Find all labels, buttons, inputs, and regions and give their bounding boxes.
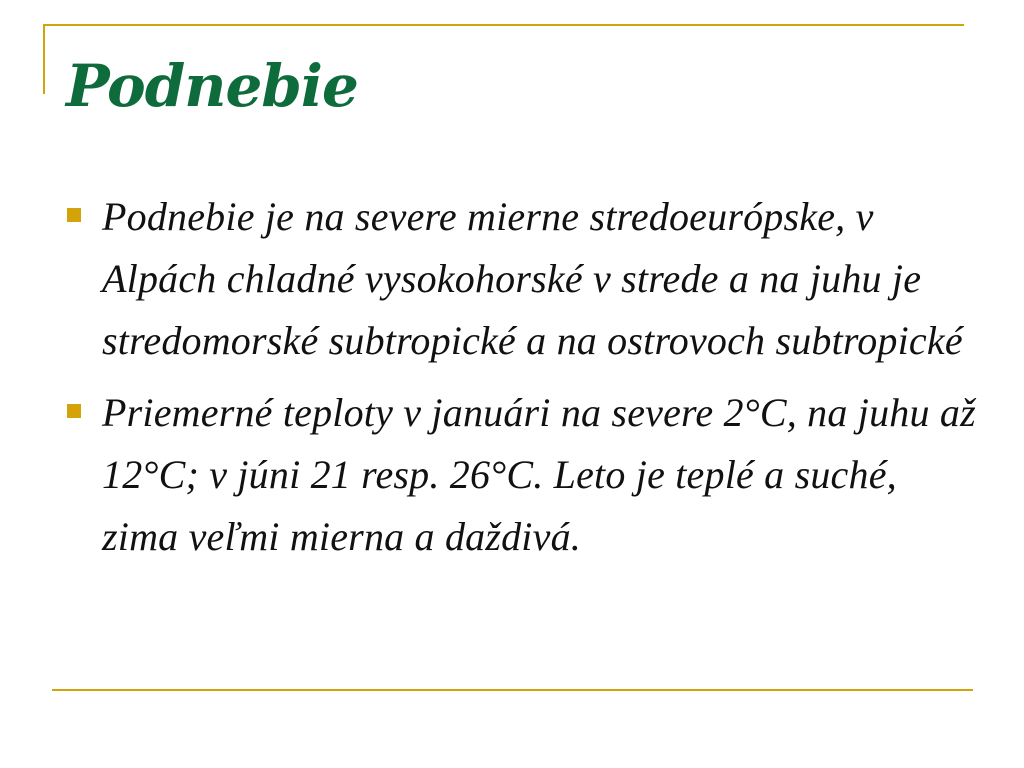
bullet-list (60, 186, 980, 578)
frame-left-line (43, 24, 45, 94)
bullet-item (60, 186, 980, 372)
square-bullet-icon (67, 208, 81, 222)
frame-top-line (43, 24, 964, 26)
frame-bottom-line (52, 689, 973, 691)
bullet-text: Podnebie je na severe mierne stredoeurópske, v Alpách chladné vysokohorské v strede a na juhu je stredomorské subtropické a na ostrovoch subtropické (102, 194, 963, 363)
bullet-item (60, 382, 980, 568)
square-bullet-icon (67, 404, 81, 418)
slide-title: Podnebie (66, 52, 358, 120)
bullet-text: Priemerné teploty v januári na severe 2°C, na juhu až 12°C; v júni 21 resp. 26°C. Leto je teplé a suché, zima veľmi mierna a daždivá. (102, 390, 976, 559)
